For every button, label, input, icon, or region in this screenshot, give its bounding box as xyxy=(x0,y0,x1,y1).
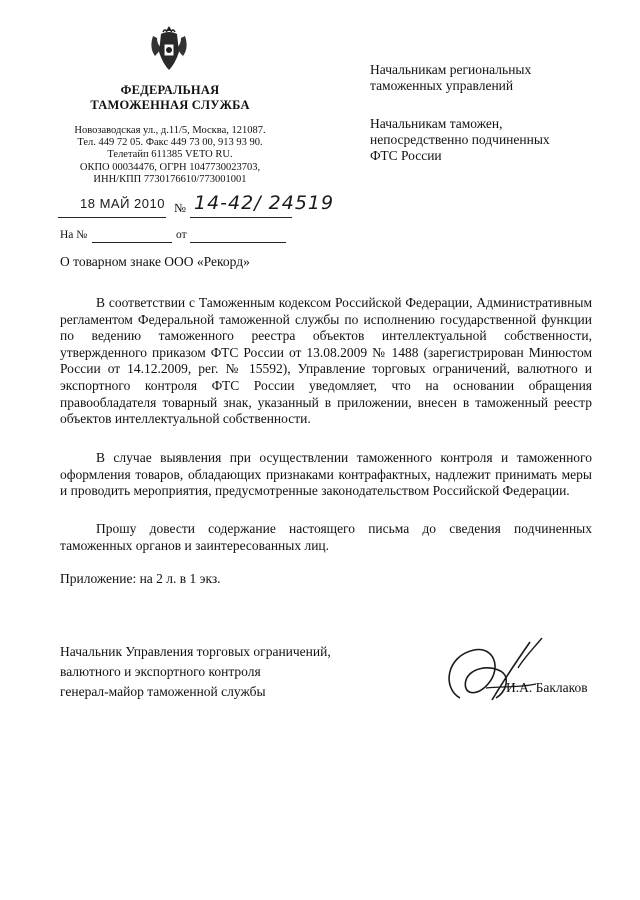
recipient-block-1 xyxy=(370,62,531,94)
body-paragraph-2: В случае выявления при осуществлении таможенного контроля и таможенного оформления товаров, обладающих признаками контрафактных, надлежит принимать меры и проводить мероприятия, предусмотренные законодательством Российской Федерации. xyxy=(60,450,592,499)
signatory-title-line-1: Начальник Управления торговых ограничений, xyxy=(60,644,331,659)
body-paragraph-3: Прошу довести содержание настоящего письма до сведения подчиненных таможенных органов и заинтересованных лиц. xyxy=(60,521,592,553)
signatory-name: И.А. Баклаков xyxy=(506,680,588,695)
signatory-title-line-2: валютного и экспортного контроля xyxy=(60,664,261,679)
letter-subject: О товарном знаке ООО «Рекорд» xyxy=(60,254,250,269)
handwritten-signature xyxy=(432,628,562,718)
org-line-2: ТАМОЖЕННАЯ СЛУЖБА xyxy=(90,98,250,112)
document-number: 14-42/ 24519 xyxy=(194,192,335,214)
org-line-1: ФЕДЕРАЛЬНАЯ xyxy=(120,83,220,97)
document-date: 18 МАЙ 2010 xyxy=(80,196,165,211)
reference-number-line xyxy=(92,241,172,243)
signatory-title xyxy=(60,642,331,702)
number-underline xyxy=(190,216,292,218)
number-prefix: № xyxy=(174,201,186,215)
recipient-1-line-1: Начальникам региональных xyxy=(370,62,532,77)
organization-contacts xyxy=(50,125,290,186)
coat-of-arms-emblem xyxy=(147,22,191,74)
recipient-2-line-3: ФТС России xyxy=(370,148,442,163)
recipient-block-2 xyxy=(370,116,550,164)
appendix-note: Приложение: на 2 л. в 1 экз. xyxy=(60,571,221,586)
contact-inn: ИНН/КПП 7730176610/773001001 xyxy=(93,173,247,185)
date-underline xyxy=(58,216,166,218)
recipient-2-line-2: непосредственно подчиненных xyxy=(370,132,550,147)
body-paragraph-1: В соответствии с Таможенным кодексом Российской Федерации, Административным регламентом Федеральной таможенной службы по исполнению государственной функции по ведению таможенного реестра объектов интеллектуальной собственности, утвержденного приказом ФТС России от 13.08.2009 № 1488 (зарегистрирован Минюстом России от 14.12.2009, рег. № 15592), Управление торговых ограничений, валютного и экспортного контроля ФТС России уведомляет, что на основании обращения правообладателя товарный знак, указанный в приложении, внесен в таможенный реестр объектов интеллектуальной собственности. xyxy=(60,295,592,427)
recipient-2-line-1: Начальникам таможен, xyxy=(370,116,503,131)
reference-date-line xyxy=(190,241,286,243)
contact-okpo: ОКПО 00034476, ОГРН 1047730023703, xyxy=(79,161,261,173)
recipient-1-line-2: таможенных управлений xyxy=(370,78,514,93)
contact-teletype: Телетайп 611385 VETO RU. xyxy=(107,149,233,161)
signatory-title-line-3: генерал-майор таможенной службы xyxy=(60,684,266,699)
contact-address: Новозаводская ул., д.11/5, Москва, 121087. xyxy=(74,125,266,136)
organization-name xyxy=(60,83,280,113)
reference-from-label: от xyxy=(176,229,187,241)
contact-phone: Тел. 449 72 05. Факс 449 73 00, 913 93 90. xyxy=(77,137,263,149)
reference-label: На № xyxy=(60,229,88,241)
